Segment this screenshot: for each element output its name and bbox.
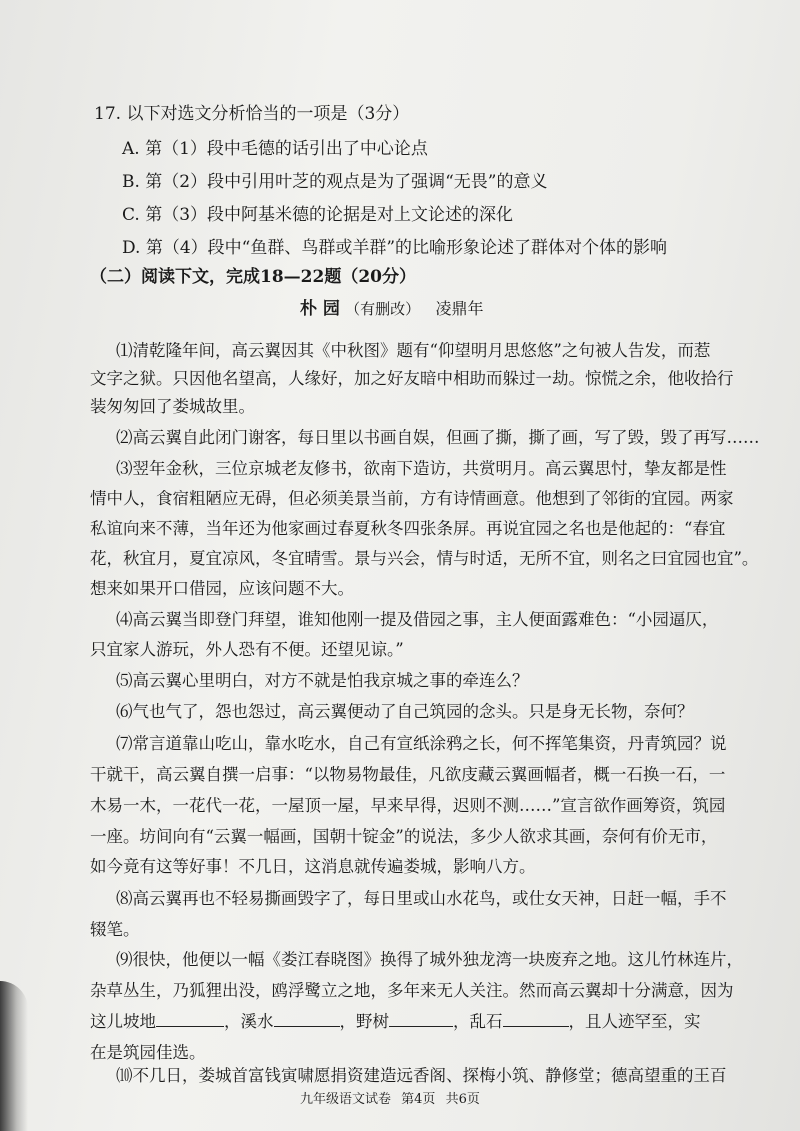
- para-1-line-2: 文字之狱。只因他名望高，人缘好，加之好友暗中相助而躲过一劫。惊慌之余，他收拾行: [90, 369, 734, 388]
- para-5-line-1: ⑸高云翼心里明白，对方不就是怕我京城之事的牵连么？: [116, 671, 529, 690]
- para-9-line-3: [90, 1012, 701, 1032]
- para-9-line-4: 在是筑园佳选。: [90, 1043, 206, 1062]
- p9-seg-2: ，溪水: [224, 1012, 274, 1031]
- q17-option-c: C. 第（3）段中阿基米德的论据是对上文论述的深化: [122, 205, 514, 225]
- para-8-line-1: ⑻高云翼再也不轻易撕画毁字了，每日里或山水花鸟，或仕女天神，日赶一幅，手不: [116, 889, 727, 908]
- para-3-line-4: 花，秋宜月，夏宜凉风，冬宜晴雪。景与兴会，情与时适，无所不宜，则名之曰宜园也宜”。: [90, 549, 759, 568]
- page-footer: [300, 1088, 486, 1107]
- title-note: （有删改）: [345, 300, 421, 318]
- footer-total: 共6页: [445, 1092, 480, 1107]
- title-name: 朴 园: [300, 299, 340, 319]
- para-9-line-2: 杂草丛生，乃狐狸出没，鸥浮鹭立之地，多年来无人关注。然而高云翼却十分满意，因为: [90, 981, 734, 1000]
- answer-blank-4[interactable]: [503, 1012, 569, 1027]
- para-8-line-2: 辍笔。: [90, 920, 140, 939]
- section-heading: （二）阅读下文，完成18—22题（20分）: [90, 267, 416, 287]
- footer-page: 第4页: [401, 1092, 436, 1107]
- para-7-line-5: 如今竟有这等好事！不几日，这消息就传遍娄城，影响八方。: [90, 857, 536, 876]
- para-1-line-1: ⑴清乾隆年间，高云翼因其《中秋图》题有“仰望明月思悠悠”之句被人告发，而惹: [116, 341, 711, 360]
- q17-option-b: B. 第（2）段中引用叶芝的观点是为了强调“无畏”的意义: [122, 172, 548, 192]
- para-6-line-1: ⑹气也气了，怨也怨过，高云翼便动了自己筑园的念头。只是身无长物，奈何？: [116, 702, 694, 721]
- para-10-line-1: ⑽不几日，娄城首富钱寅啸愿捐资建造远香阁、探梅小筑、静修堂；德高望重的王百: [116, 1066, 727, 1085]
- para-7-line-3: 木易一木，一花代一花，一屋顶一屋，早来早得，迟则不测……”宣言欲作画筹资，筑园: [90, 796, 726, 815]
- q17-stem: 17. 以下对选文分析恰当的一项是（3分）: [94, 104, 410, 124]
- para-2-line-1: ⑵高云翼自此闭门谢客，每日里以书画自娱，但画了撕，撕了画，写了毁，毁了再写……: [116, 428, 760, 447]
- para-1-line-3: 装匆匆回了娄城故里。: [90, 397, 255, 416]
- p9-seg-1: 这儿坡地: [90, 1012, 156, 1031]
- para-4-line-1: ⑷高云翼当即登门拜望，谁知他刚一提及借园之事，主人便面露难色：“小园逼仄，: [116, 610, 719, 629]
- para-3-line-2: 情中人，食宿粗陋应无碍，但必须美景当前，方有诗情画意。他想到了邻街的宜园。两家: [90, 489, 734, 508]
- para-7-line-4: 一座。坊间向有“云翼一幅画，国朝十锭金”的说法，多少人欲求其画，奈何有价无市，: [90, 827, 718, 846]
- title-author: 凌鼎年: [435, 299, 484, 318]
- p9-seg-4: ，乱石: [453, 1012, 503, 1031]
- para-3-line-1: ⑶翌年金秋，三位京城老友修书，欲南下造访，共赏明月。高云翼思忖，挚友都是性: [116, 459, 727, 478]
- q17-option-a: A. 第（1）段中毛德的话引出了中心论点: [122, 139, 428, 159]
- footer-paper: 九年级语文试卷: [300, 1092, 392, 1107]
- scan-shadow: [0, 981, 28, 1131]
- p9-seg-3: ，野树: [339, 1012, 389, 1031]
- answer-blank-2[interactable]: [274, 1012, 340, 1027]
- para-4-line-2: 只宜家人游玩，外人恐有不便。还望见谅。”: [90, 640, 404, 659]
- p9-seg-5: ，且人迹罕至，实: [568, 1012, 701, 1031]
- para-7-line-2: 干就干，高云翼自撰一启事：“以物易物最佳，凡欲庋藏云翼画幅者，概一石换一石，一: [90, 765, 726, 784]
- q17-option-d: D. 第（4）段中“鱼群、鸟群或羊群”的比喻形象论述了群体对个体的影响: [122, 238, 668, 258]
- answer-blank-3[interactable]: [389, 1012, 453, 1027]
- para-9-line-1: ⑼很快，他便以一幅《娄江春晓图》换得了城外独龙湾一块废弃之地。这儿竹林连片，: [116, 950, 743, 969]
- answer-blank-1[interactable]: [156, 1012, 224, 1027]
- para-3-line-3: 私谊向来不薄，当年还为他家画过春夏秋冬四张条屏。再说宜园之名也是他起的：“春宜: [90, 519, 726, 538]
- passage-title: [300, 299, 483, 319]
- para-7-line-1: ⑺常言道靠山吃山，靠水吃水，自己有宣纸涂鸦之长，何不挥笔集资，丹青筑园？说: [116, 734, 727, 753]
- para-3-line-5: 想来如果开口借园，应该问题不大。: [90, 579, 354, 598]
